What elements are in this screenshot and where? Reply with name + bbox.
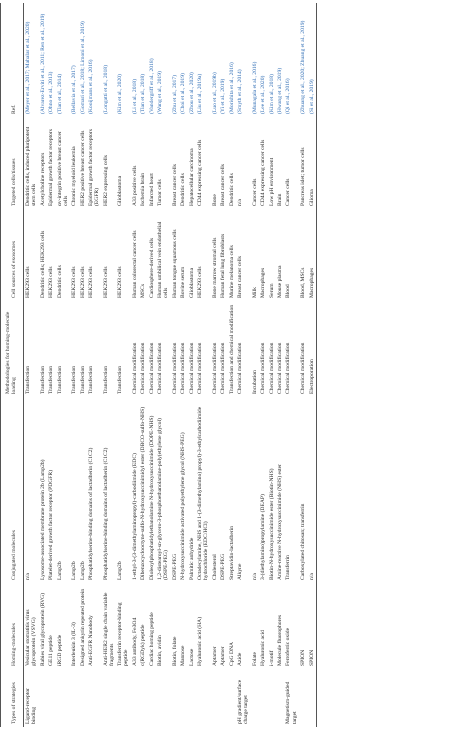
- cell-reference: (Wang et al., 2019): [157, 71, 164, 114]
- cell-conjugated-molecule: Transferrin: [285, 555, 292, 580]
- table-row: [196, 3, 211, 727]
- cell-methodology: Chemical modification: [197, 342, 204, 394]
- cell-targeted-tissue: Hepatocellular carcinoma: [188, 148, 195, 206]
- cell-targeted-tissue: Cancer cells: [251, 178, 258, 206]
- cell-targeted-tissue: αv-integrin positive breast cancer cells: [56, 131, 69, 206]
- table-row: [70, 3, 78, 727]
- cell-homing-molecule: Hyaluronic acid: [260, 630, 267, 666]
- cell-exosome-source: HEK293 cells: [117, 266, 124, 298]
- cell-strategy-type: [299, 669, 307, 727]
- table-row: [23, 3, 38, 727]
- cell-methodology: Transfection: [88, 365, 94, 394]
- cell-conjugated-molecule: n/a: [25, 573, 31, 580]
- cell-methodology: Electroporation: [307, 301, 316, 397]
- header-cell-sources: Cell sources of exosomes: [1, 209, 24, 301]
- cell-targeted-tissue: Infarcted heart: [148, 173, 155, 206]
- cell-targeted-tissue: Cancer cells: [285, 178, 292, 206]
- table-row: [227, 3, 235, 727]
- cell-methodology: Chemical modification: [131, 342, 138, 394]
- cell-homing-molecule: Rabies viral glycoprotein (RVG): [39, 592, 46, 666]
- table-row: [131, 3, 139, 727]
- cell-methodology: Chemical modification: [220, 342, 227, 394]
- cell-conjugated-molecule: Streptavidin-lactadherin: [228, 525, 235, 580]
- cell-reference: (Kim et al., 2018): [268, 74, 275, 114]
- cell-targeted-tissue: Bone: [211, 194, 218, 206]
- table-row: [299, 3, 307, 727]
- cell-homing-molecule: Interleukin 3 (IL-3): [71, 622, 78, 666]
- cell-conjugated-molecule: Lamp2b: [117, 561, 124, 580]
- cell-targeted-tissue: Breast cancer cells: [220, 164, 227, 206]
- header-targeted-cells: Targeted cells/tissues: [1, 117, 24, 209]
- cell-exosome-source: Glioblastoma: [188, 267, 195, 298]
- cell-targeted-tissue: Epidermal growth factor receptors: [48, 129, 55, 206]
- table-row: [156, 3, 171, 727]
- cell-exosome-source: Blood: [285, 284, 292, 298]
- cell-exosome-source: Mouse plasma: [277, 265, 283, 298]
- cell-reference: (Kooijmans et al., 2016): [88, 59, 94, 114]
- cell-strategy-type: [196, 669, 211, 727]
- table-row: [187, 3, 195, 727]
- table-row: [147, 3, 155, 727]
- cell-targeted-tissue: CD44 expressing cancer cells: [260, 139, 267, 206]
- cell-conjugated-molecule: Palmitic anhydride: [188, 537, 195, 580]
- cell-reference: (Kim et al., 2020): [117, 74, 124, 114]
- cell-exosome-source: HEK293 cells: [88, 266, 94, 298]
- cell-conjugated-molecule: 3-(diethylamino)propylamine (DEAP): [260, 494, 267, 580]
- cell-strategy-type: [116, 669, 131, 727]
- table-row: [179, 3, 187, 727]
- cell-homing-molecule: CpG DNA: [228, 641, 235, 666]
- cell-strategy-type: [210, 669, 218, 727]
- table-row: [139, 3, 147, 727]
- cell-methodology: Transfection: [39, 365, 46, 394]
- cell-targeted-tissue: Pancreas islet; tumor cells: [300, 147, 307, 206]
- cell-homing-molecule: Biotin, folate: [171, 636, 178, 666]
- cell-strategy-type: [179, 669, 187, 727]
- cell-methodology: Chemical modification: [277, 342, 283, 394]
- cell-exosome-source: HEK293 cells: [48, 266, 55, 298]
- cell-homing-molecule: A33 antibody, Fe3O4: [131, 617, 138, 666]
- cell-reference: (Smyth et al., 2014): [237, 69, 244, 114]
- header-homing-molecules: Homing-molecules: [1, 583, 24, 669]
- cell-reference: (Tian et al., 2014): [56, 73, 63, 114]
- header-ref: Ref.: [1, 3, 24, 117]
- cell-homing-molecule: Anti-EGFR Nanobody: [88, 615, 94, 666]
- cell-conjugated-molecule: Cholesterol: [211, 554, 218, 580]
- table-row: [55, 3, 70, 727]
- table-row: [219, 3, 227, 727]
- cell-exosome-source: HEK293 cells: [197, 266, 204, 298]
- exosome-targeting-table: [0, 3, 317, 727]
- cell-conjugated-molecule: Lamp2b: [71, 561, 78, 580]
- cell-methodology: Chemical modification: [300, 342, 307, 394]
- cell-reference: (Qi et al., 2016): [285, 78, 292, 114]
- cell-homing-molecule: SPION: [307, 583, 316, 669]
- cell-strategy-type: [276, 669, 284, 727]
- header-types-of-strategies: Types of strategies: [1, 669, 24, 727]
- cell-homing-molecule: Folate: [251, 652, 258, 666]
- cell-homing-molecule: iRGD peptide: [56, 634, 63, 666]
- cell-strategy-type: [47, 669, 55, 727]
- cell-strategy-type: pH gradient/surface charge target: [237, 679, 250, 724]
- table-row: [259, 3, 267, 727]
- cell-reference: (Vandergriff et al., 2018): [148, 58, 155, 114]
- cell-exosome-source: Bovine serum: [180, 266, 187, 298]
- cell-conjugated-molecule: Octadecylamine, NHS and 1-(3-dimethylamino) propyl)-3-ethylcarbodiimide hydrochloride (EDC/HCl): [197, 406, 210, 580]
- cell-conjugated-molecule: Biotin-N-hydroxysuccinimide ester (Biotin-NHS): [268, 468, 275, 580]
- cell-reference: (Li et al., 2018): [131, 79, 138, 114]
- cell-conjugated-molecule: Dioleoylphosphatidylethanolamine N-hydroxysuccinimide (DOPE-NHS): [148, 415, 155, 580]
- cell-conjugated-molecule: Carboxylated chitosan; transferrin: [300, 503, 307, 580]
- cell-methodology: Chemical modification: [285, 342, 292, 394]
- header-methodologies: Methodologies for homing-molecule loading: [1, 301, 24, 397]
- table-body: [23, 3, 316, 727]
- cell-strategy-type: [139, 669, 147, 727]
- cell-reference: (Zhou et al., 2020): [188, 72, 195, 114]
- cell-homing-molecule: Biotin, avidin: [157, 635, 164, 666]
- cell-homing-molecule: c(RGDyk) peptide: [140, 624, 147, 666]
- cell-targeted-tissue: Low pH environment: [268, 157, 275, 206]
- cell-targeted-tissue: Dendritic cells: [180, 173, 187, 206]
- cell-methodology: Chemical modification: [260, 342, 267, 394]
- cell-exosome-source: Bone marrow stromal cells: [211, 237, 218, 298]
- cell-reference: (Tian et al., 2018): [140, 73, 147, 114]
- cell-reference: (Gomari et al., 2018; Limoni et al., 2019): [79, 21, 86, 114]
- cell-strategy-type: [131, 669, 139, 727]
- cell-conjugated-molecule: Phosphatidylserine-binding domains of lactadherin (C1C2): [102, 447, 109, 580]
- cell-reference: (Si et al., 2019): [307, 3, 316, 117]
- cell-methodology: Chemical modification: [237, 342, 244, 394]
- cell-methodology: Transfection: [79, 365, 86, 394]
- cell-exosome-source: HEK293 cells: [71, 266, 78, 298]
- cell-strategy-type: [147, 669, 155, 727]
- cell-homing-molecule: Aptamer: [211, 646, 218, 666]
- cell-methodology: Transfection: [56, 365, 63, 394]
- cell-conjugated-molecule: 1-ethyl-3-(3-dimethylaminopropyl)-carbodiimide (EDC): [131, 453, 138, 580]
- cell-exosome-source: Macrophages: [260, 267, 267, 298]
- cell-exosome-source: Cardiosphere-derived cells: [148, 237, 155, 298]
- cell-exosome-source: Human colorectal cancer cells: [131, 230, 138, 298]
- header-conjugated-molecules: Conjugated molecules: [1, 397, 24, 583]
- table-row: [78, 3, 86, 727]
- cell-exosome-source: Serum: [268, 283, 275, 298]
- cell-reference: (Munagala et al., 2016): [251, 61, 258, 114]
- cell-strategy-type: [55, 669, 70, 727]
- cell-strategy-type: [170, 669, 178, 727]
- cell-homing-molecule: Molecule fluorophores: [277, 614, 283, 666]
- cell-reference: (Liu et al., 2019a): [197, 73, 204, 114]
- table-row: [236, 3, 251, 727]
- cell-strategy-type: [267, 669, 275, 727]
- cell-reference: (Hwang et al., 2019): [277, 67, 283, 114]
- cell-homing-molecule: i-motif: [268, 650, 275, 666]
- cell-homing-molecule: Vesicular stomatitis virus glycoprotein (VSVG): [25, 609, 38, 666]
- cell-methodology: Incubation: [251, 370, 258, 394]
- cell-targeted-tissue: Chronic myeloid leukemia: [71, 146, 78, 206]
- cell-conjugated-molecule: Lamp2b: [79, 561, 86, 580]
- cell-conjugated-molecule: Lysosome-associated membrane protein 2b (Lamp2b): [39, 459, 46, 580]
- cell-reference: (Lee et al., 2020): [260, 75, 267, 114]
- cell-targeted-tissue: Dendritic cells: [228, 173, 235, 206]
- cell-targeted-tissue: HER2 expressing cells: [102, 155, 109, 206]
- table-row: [284, 3, 299, 727]
- cell-exosome-source: Breast cancer cells: [237, 256, 244, 298]
- table-row: [307, 3, 316, 727]
- cell-reference: (Luo et al., 2019b): [211, 72, 218, 114]
- cell-homing-molecule: SPION: [300, 649, 307, 666]
- cell-strategy-type: Ligand-receptor binding: [25, 687, 38, 724]
- cell-reference: (Alvarez-Erviti et al., 2011; Ren et al., 2019): [39, 13, 46, 114]
- cell-strategy-type: Magnetism-guided target: [285, 681, 298, 724]
- cell-reference: (Yi et al., 2019): [220, 78, 227, 114]
- cell-targeted-tissue: Ischemia brain: [140, 172, 147, 206]
- cell-reference: (Meyer et al., 2017; Mahalar et al., 2020): [25, 21, 31, 114]
- cell-methodology: Transfection: [117, 365, 124, 394]
- cell-exosome-source: Murine melanoma cells: [228, 245, 235, 298]
- table-row: [47, 3, 55, 727]
- cell-strategy-type: [250, 669, 258, 727]
- cell-conjugated-molecule: Lamp2b: [56, 561, 63, 580]
- cell-conjugated-molecule: DSPE-PEG: [220, 553, 227, 580]
- cell-targeted-tissue: Acetylcholine receptors: [39, 152, 46, 206]
- table-row: [250, 3, 258, 727]
- cell-homing-molecule: Designed ankyrin repeated protein: [79, 588, 86, 666]
- cell-exosome-source: MSCs: [140, 284, 147, 298]
- cell-homing-molecule: Lactose: [188, 648, 195, 666]
- cell-methodology: Chemical modification: [180, 342, 187, 394]
- cell-exosome-source: Dendritic cells: [56, 265, 63, 298]
- cell-strategy-type: [219, 669, 227, 727]
- cell-methodology: Chemical modification: [140, 342, 147, 394]
- cell-conjugated-molecule: Phosphatidylserine-binding domains of lactadherin (C1C2): [88, 447, 94, 580]
- table-row: [87, 3, 102, 727]
- cell-exosome-source: Blood, MSCs: [300, 267, 307, 298]
- cell-exosome-source: HEK293 cells: [102, 266, 109, 298]
- table-row: [38, 3, 46, 727]
- cell-exosome-source: Human tongue squamous cells: [171, 229, 178, 298]
- cell-strategy-type: [78, 669, 86, 727]
- cell-methodology: Chemical modification: [171, 342, 178, 394]
- cell-strategy-type: [227, 669, 235, 727]
- cell-strategy-type: [259, 669, 267, 727]
- cell-exosome-source: HEK293 cells: [25, 266, 31, 298]
- cell-strategy-type: [38, 669, 46, 727]
- cell-exosome-source: Dendritic cells; HEK293 cells: [39, 230, 46, 298]
- cell-reference: (Ohno et al., 2013): [48, 71, 55, 114]
- cell-homing-molecule: Mannose: [180, 645, 187, 666]
- cell-conjugated-molecule: n/a: [307, 397, 316, 583]
- cell-targeted-tissue: CD44 expressing cancer cells: [197, 139, 204, 206]
- cell-conjugated-molecule: Platelet-derived growth factor receptor (PDGFR): [48, 470, 55, 580]
- cell-strategy-type: [307, 669, 316, 727]
- cell-homing-molecule: GE11 peptide: [48, 635, 55, 666]
- cell-methodology: Chemical modification: [148, 342, 155, 394]
- cell-exosome-source: Human fetal lung fibroblasts: [220, 233, 227, 298]
- cell-homing-molecule: Hyaluronic acid (HA): [197, 616, 204, 666]
- cell-strategy-type: [70, 669, 78, 727]
- cell-targeted-tissue: n/a: [237, 199, 244, 206]
- cell-homing-molecule: Azide: [237, 652, 244, 666]
- cell-homing-molecule: Aptamer: [220, 646, 227, 666]
- cell-targeted-tissue: Breast cancer cells: [171, 164, 178, 206]
- cell-methodology: Transfection: [25, 365, 31, 394]
- cell-methodology: Chemical modification: [268, 342, 275, 394]
- table-row: [210, 3, 218, 727]
- cell-reference: (Zhuang et al., 2020; Zhuang et al., 2019): [300, 20, 307, 114]
- cell-conjugated-molecule: Alkyne: [237, 563, 244, 580]
- cell-exosome-source: Human umbilical vein endothelial cells: [157, 221, 170, 298]
- cell-methodology: Transfection: [48, 365, 55, 394]
- cell-homing-molecule: Anti-HER2 single chain variable fragments: [102, 592, 115, 666]
- cell-methodology: Transfection: [71, 365, 78, 394]
- cell-targeted-tissue: Brain: [277, 193, 283, 206]
- cell-targeted-tissue: HER2 positive breast cancer cells: [79, 130, 86, 206]
- cell-conjugated-molecule: N-hydroxysuccinimide activated polyethylene glycol (NHS-PEG): [180, 432, 187, 580]
- cell-methodology: Chemical modification: [211, 342, 218, 394]
- cell-homing-molecule: Transferrin receptor-binding peptide: [117, 602, 130, 666]
- cell-strategy-type: [87, 669, 102, 727]
- table-row: [267, 3, 275, 727]
- cell-targeted-tissue: Epidermal growth factor receptors (EGFR): [88, 129, 101, 206]
- cell-strategy-type: [156, 669, 171, 727]
- cell-methodology: Chemical modification: [157, 342, 164, 394]
- cell-methodology: Transfection and chemical modification: [228, 304, 235, 394]
- cell-strategy-type: [101, 669, 116, 727]
- table-row: [170, 3, 178, 727]
- cell-strategy-type: [187, 669, 195, 727]
- cell-homing-molecule: Cardiac homing peptide: [148, 612, 155, 666]
- cell-exosome-source: Macrophages: [307, 209, 316, 301]
- table-row: [276, 3, 284, 727]
- cell-targeted-tissue: Glioma: [307, 117, 316, 209]
- table-header-row: [1, 3, 24, 727]
- cell-targeted-tissue: Tumor cells: [157, 179, 164, 206]
- cell-conjugated-molecule: 1,2-distearoyl-sn-glycero-3-phosphoethanolamine-poly(ethylene glycol) (DSPE-PEG): [157, 418, 170, 580]
- cell-conjugated-molecule: Dibenzocyclooctyne-sulfo-N-hydroxysuccinimidyl ester (DBCO-sulfo-NHS): [140, 406, 147, 580]
- table-row: [116, 3, 131, 727]
- cell-reference: (Zhu et al., 2017): [171, 75, 178, 114]
- cell-targeted-tissue: Dendritic cells, induced pluripotent stem cells: [25, 126, 38, 206]
- cell-reference: (Choi et al., 2019): [180, 73, 187, 114]
- cell-reference: (Bellavia et al., 2017): [71, 65, 78, 114]
- cell-targeted-tissue: A33 positive cells: [131, 165, 138, 206]
- cell-reference: (Longatti et al., 2018): [102, 65, 109, 114]
- cell-conjugated-molecule: Amine-reactive N-hydroxysuccinimide (NHS) ester: [277, 463, 283, 580]
- cell-methodology: Transfection: [102, 365, 109, 394]
- cell-exosome-source: HEK293 cells: [79, 266, 86, 298]
- cell-reference: (Morishita et al., 2016): [228, 62, 235, 114]
- cell-exosome-source: Milk: [251, 287, 258, 298]
- cell-methodology: Chemical modification: [188, 342, 195, 394]
- cell-conjugated-molecule: n/a: [251, 573, 258, 580]
- cell-homing-molecule: Ferroferric oxide: [285, 627, 292, 666]
- table-row: [101, 3, 116, 727]
- cell-conjugated-molecule: DSPE-PEG: [171, 553, 178, 580]
- cell-targeted-tissue: Glioblastoma: [117, 175, 124, 206]
